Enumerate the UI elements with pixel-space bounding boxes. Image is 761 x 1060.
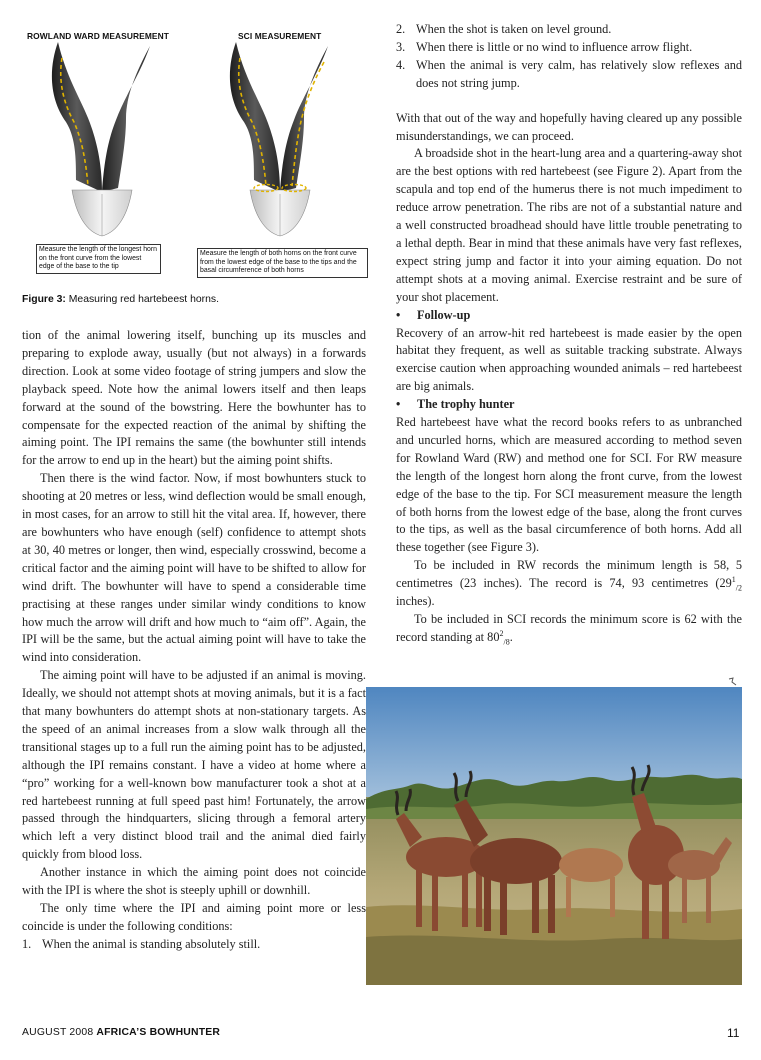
section-heading-trophy-hunter: • The trophy hunter [396, 397, 515, 412]
paragraph: With that out of the way and hopefully having cleared up any possible misunderstandings, we can proceed. [396, 110, 742, 143]
list-item [396, 21, 742, 39]
text: To be included in SCI records the minimum score is 62 with the record standing at 80 [396, 612, 742, 644]
list-item [396, 57, 742, 93]
list-number: 4. [396, 57, 406, 72]
figure-caption-label: Figure 3: [22, 294, 66, 305]
right-column [396, 21, 742, 647]
list-text: When there is little or no wind to influence arrow flight. [416, 39, 693, 54]
paragraph: Another instance in which the aiming point does not coincide with the IPI is where the shot is steeply uphill or downhill. [22, 865, 366, 898]
fraction-denominator: /2 [735, 583, 742, 593]
footer-magazine-title: AFRICA’S BOWHUNTER [96, 1027, 221, 1038]
figure-caption-text: Measuring red hartebeest horns. [65, 294, 219, 305]
list-number: 3. [396, 39, 406, 54]
rw-horn-pair [52, 42, 150, 236]
heading-text: Follow-up [417, 307, 471, 322]
sci-heading: SCI MEASUREMENT [238, 31, 322, 41]
list-item [22, 936, 366, 954]
rw-heading: ROWLAND WARD MEASUREMENT [27, 31, 169, 41]
fraction-numerator: 2 [499, 628, 504, 638]
paragraph: Red hartebeest have what the record books refers to as unbranched and uncurled horns, which are measured according to method seven for Rowland Ward (RW) and method one for SCI. For RW measure the length of the longest horn along the front curve, from the lowest edge of the base to the tip. For SCI measurement measure the length of both horns from the lowest edge of the base, along the front curves to the tips, as well as the basal circumference of both horns. Add all these together (see Figure 3). [396, 415, 742, 555]
list-text: When the animal is very calm, has relatively slow reflexes and does not string jump. [416, 57, 742, 90]
heading-text: The trophy hunter [417, 397, 515, 412]
paragraph [396, 611, 742, 647]
paragraph: The aiming point will have to be adjusted if an animal is moving. Ideally, we should not attempt shots at moving animals, but it is a fact that many bowhunters do attempt shots at non-stationary targets. As the speed of an animal increases from a slow walk through all the transitional stages up to a full run the aiming point has to be adjusted, although the IPI remains constant. I have a video at home where a “pro” working for a well-known bow manufacturer took a shot at a red hartebeest running at full speed past him! Fortunately, the arrow passed through the hindquarters, slicing through a femoral artery which left a very distinct blood trail and the animal died fairly quickly from blood loss. [22, 668, 366, 862]
paragraph [396, 557, 742, 611]
fraction-denominator: /8 [503, 637, 510, 647]
list-number: 1. [22, 936, 32, 951]
text: inches). [396, 594, 435, 609]
section-heading-follow-up: • Follow-up [396, 307, 471, 322]
paragraph: Then there is the wind factor. Now, if most bowhunters stuck to shooting at 20 metres or less, wind deflection would be small enough, in most cases, for an arrow to still hit the vital area. If, however, there are bowhunters who have enough (self) confidence to attempt shots at 30, 40 metres or longer, then wind, especially crosswind, become a critical factor and the aiming point will have to be shifted to allow for wind drift. The bowhunter will have to spend a considerable time practising at these ranges under similar windy conditions to know how much the arrow will drift and how much to “aim off”. Again, the IPI will be the same, but the actual aiming point will have to take the wind into consideration. [22, 471, 366, 665]
fraction-numerator: 1 [731, 575, 736, 585]
footer-date: AUGUST 2008 [22, 1027, 97, 1038]
horn-measurement-figure [22, 22, 366, 294]
text: . [509, 629, 513, 644]
left-column [22, 327, 366, 954]
conditions-list [22, 936, 366, 954]
paragraph: The only time where the IPI and aiming point more or less coincide is under the following conditions: [22, 901, 366, 933]
sci-note: Measure the length of both horns on the front curve from the lowest edge of the base to the tips and the basal circumference of both horns [197, 248, 368, 278]
list-item [396, 39, 742, 57]
hartebeest-photo [366, 687, 742, 985]
page-number: 11 [727, 1026, 740, 1040]
footer-publication [22, 1027, 220, 1038]
rw-note: Measure the length of the longest horn on the front curve from the lowest edge of the base to the tip [36, 244, 161, 274]
hartebeest-herd-image [366, 687, 742, 985]
article-end-mark-icon [728, 677, 738, 687]
text: To be included in RW records the minimum length is 58, 5 centimetres (23 inches). The record is 74, 93 centimetres (29 [396, 558, 742, 591]
list-text: When the shot is taken on level ground. [416, 22, 612, 36]
conditions-list-continued [396, 21, 742, 93]
paragraph: tion of the animal lowering itself, bunching up its muscles and preparing to explode away, usually (but not always) in a forwards direction. Look at some video footage of string jumpers and slow the playback speed. Note how the animal lowers itself and then leaps forward at the sound of the bowstring. Here the bowhunter has to compensate for the expected reaction of the animal by shifting the aiming point. The IPI remains the same (the bowhunter still intends for the arrow to end up in the heart) but the aiming point shifts. [22, 328, 366, 468]
paragraph: Recovery of an arrow-hit red hartebeest is made easier by the open habitat they frequent, as well as suitable tracking substrate. Always exercise caution when approaching wounded animals – red hartebeest are big animals. [396, 325, 742, 394]
figure-caption [22, 294, 219, 305]
list-number: 2. [396, 22, 406, 36]
list-text: When the animal is standing absolutely still. [42, 936, 261, 951]
paragraph: A broadside shot in the heart-lung area and a quartering-away shot are the best options with red hartebeest (see Figure 2). Apart from the scapula and top end of the humerus there is not much impediment to reduce arrow penetration. The ribs are not of a substantial nature and a well constructed broadhead should have little trouble penetrating to a lethal depth. Bear in mind that these animals have very fast reflexes, expect string jump and factor it into your aiming equation. Do not attempt shots at a moving animal. Exercise restraint and be sure of your shot placement. [396, 146, 742, 304]
sci-horn-pair [230, 42, 328, 236]
